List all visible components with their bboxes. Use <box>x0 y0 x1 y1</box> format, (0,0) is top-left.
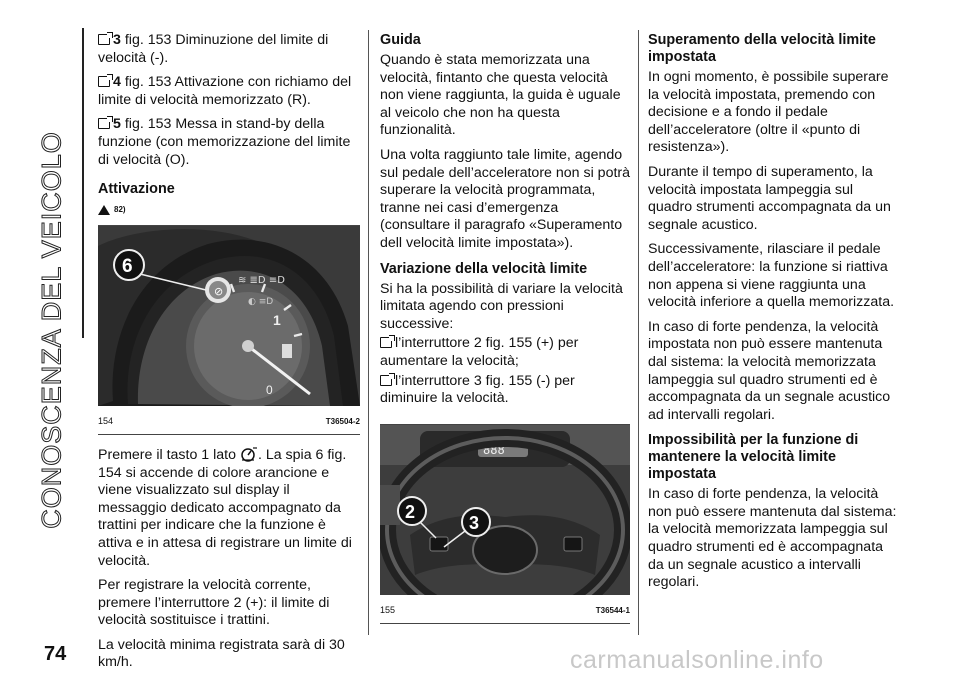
footer-watermark: carmanualsonline.info <box>570 646 824 674</box>
list-item: 5 fig. 153 Messa in stand-by della funzione (con memorizzazione del limite di velocità (O). <box>98 116 351 168</box>
paragraph: Premere il tasto 1 lato . La spia 6 fig. 154 si accende di colore arancione e viene visualizzato sul display il messaggio dedicato accompagnato da trattini per indicare che la funzione è attiva e in attesa di registrare un limite di velocità. <box>98 446 352 569</box>
figure-154 <box>98 225 360 435</box>
page-number: 74 <box>44 643 67 665</box>
paragraph: In ogni momento, è possibile superare la velocità impostata, premendo con decisione e a fondo il pedale dell’acceleratore (oltre il «punto di resistenza»). <box>648 69 889 156</box>
section-side-title: CONOSCENZA DEL VEICOLO <box>36 131 67 529</box>
paragraph: Per registrare la velocità corrente, premere l’interruttore 2 (+): il limite di velocità sostituisce i trattini. <box>98 577 330 629</box>
column-divider-2 <box>638 30 639 635</box>
figure-caption: 155 T36544-1 <box>380 600 630 624</box>
gauge-label-0: 0 <box>266 382 273 397</box>
figure-155 <box>380 424 630 624</box>
steering-wheel-image <box>380 425 630 595</box>
instrument-cluster-image <box>98 226 360 406</box>
side-divider <box>82 28 84 338</box>
bookmark-icon <box>380 337 392 348</box>
list-item: 3 fig. 153 Diminuzione del limite di velocità (-). <box>98 32 329 66</box>
bookmark-icon <box>380 375 392 386</box>
heading-superamento: Superamento della velocità limite impostata <box>648 32 876 65</box>
speed-limiter-icon <box>240 446 258 462</box>
warning-triangle-icon <box>98 205 110 215</box>
bookmark-icon <box>98 76 110 87</box>
heading-attivazione: Attivazione <box>98 181 175 198</box>
column-divider-1 <box>368 30 369 635</box>
list-item: 4 fig. 153 Attivazione con richiamo del limite di velocità memorizzato (R). <box>98 74 352 108</box>
bookmark-icon <box>98 118 110 129</box>
figure-caption: 154 T36504-2 <box>98 411 360 435</box>
paragraph: Durante il tempo di superamento, la velocità impostata lampeggia sul quadro strumenti accompagnata da un segnale acustico. <box>648 163 891 233</box>
column-3 <box>648 32 900 599</box>
paragraph: Una volta raggiunto tale limite, agendo sul pedale dell’acceleratore non si potrà superare la velocità programmata, tranne nei casi d’emergenza (consultare il paragrafo «Superamento dell velocità limite impostata»). <box>380 146 631 251</box>
svg-text:◐ ≡D: ◐ ≡D <box>248 296 274 307</box>
svg-text:⊘: ⊘ <box>214 284 224 298</box>
warning-reference: 82) <box>98 201 360 219</box>
svg-text:≋ ≣D ≡D: ≋ ≣D ≡D <box>238 274 285 286</box>
heading-variazione: Variazione della velocità limite <box>380 260 588 277</box>
paragraph: In caso di forte pendenza, la velocità non può essere mantenuta dal sistema: la velocità memorizzata lampeggia sul quadro strumenti ed è accompagnata da un segnale acustico a intervalli regolari. <box>648 486 897 591</box>
heading-impossibilita: Impossibilità per la funzione di mantenere la velocità limite impostata <box>648 432 859 483</box>
bookmark-icon <box>98 34 110 45</box>
list-item: l’interruttore 3 fig. 155 (-) per diminuire la velocità. <box>380 372 575 407</box>
display-readout: 888 <box>483 442 505 457</box>
callout-3: 3 <box>469 512 480 533</box>
gauge-label-1: 1 <box>273 311 281 328</box>
paragraph: In caso di forte pendenza, la velocità impostata non può essere mantenuta dal sistema: la velocità memorizzata lampeggia sul quadro strumenti ed è accompagnata da un segnale acustico ad intervalli regolari. <box>648 318 891 423</box>
callout-2: 2 <box>405 501 416 522</box>
paragraph: Si ha la possibilità di variare la velocità limitata agendo con pressioni successive: <box>380 280 623 332</box>
paragraph: Quando è stata memorizzata una velocità, fintanto che questa velocità non viene raggiunta, la guida è uguale al veicolo che non ha questa funzionalità. <box>380 52 621 139</box>
paragraph: La velocità minima registrata sarà di 30 km/h. <box>98 636 345 671</box>
column-1 <box>98 32 360 678</box>
callout-6: 6 <box>122 255 133 277</box>
paragraph: Successivamente, rilasciare il pedale dell’acceleratore: la funzione si riattiva non appena si viene raggiunta una velocità inferiore a quella memorizzata. <box>648 241 895 311</box>
list-item: l’interruttore 2 fig. 155 (+) per aumentare la velocità; <box>380 335 579 369</box>
heading-guida: Guida <box>380 32 421 48</box>
column-2 <box>380 32 630 624</box>
